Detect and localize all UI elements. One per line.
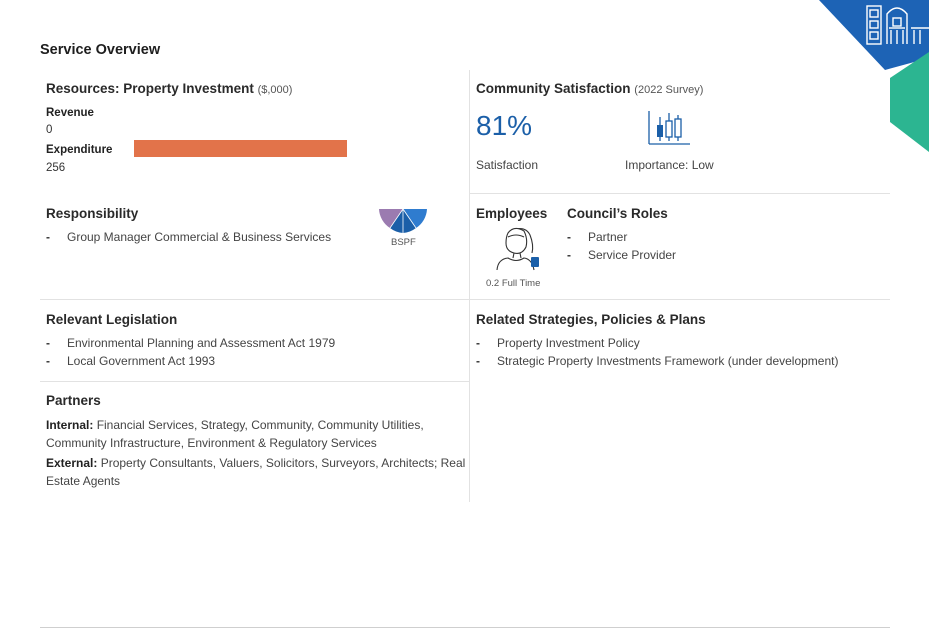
list-item: - Partner xyxy=(567,230,628,244)
strategies-list xyxy=(476,335,838,370)
external-label: External: xyxy=(46,456,98,470)
bspf-badge-icon xyxy=(378,207,428,233)
community-title-text: Community Satisfaction xyxy=(476,81,631,96)
roles-title: Council’s Roles xyxy=(567,206,668,221)
internal-text: Financial Services, Strategy, Community, Community Utilities, Community Infrastructure, Environment & Regulatory Services xyxy=(46,418,424,450)
list-item: - Property Investment Policy xyxy=(476,336,640,350)
page-title: Service Overview xyxy=(40,42,161,58)
community-subtitle: (2022 Survey) xyxy=(634,84,704,96)
row-divider xyxy=(469,193,890,194)
revenue-value: 0 xyxy=(46,124,53,136)
strategies-title: Related Strategies, Policies & Plans xyxy=(476,312,706,327)
expenditure-value: 256 xyxy=(46,162,66,174)
satisfaction-value: 81% xyxy=(476,110,533,141)
legislation-title: Relevant Legislation xyxy=(46,312,178,327)
footer-divider xyxy=(40,627,890,628)
satisfaction-label: Satisfaction xyxy=(476,158,539,172)
importance-chart-icon xyxy=(647,109,691,147)
revenue-label: Revenue xyxy=(46,107,94,119)
row-divider xyxy=(40,299,890,300)
row-divider xyxy=(40,381,469,382)
list-item: - Strategic Property Investments Framework (under development) xyxy=(476,353,839,368)
roles-list xyxy=(567,229,676,264)
responsibility-list xyxy=(46,229,331,247)
legislation-list xyxy=(46,335,335,370)
corner-decoration xyxy=(819,0,929,160)
employees-value: 0.2 Full Time xyxy=(486,278,541,289)
employee-person-icon xyxy=(494,225,542,271)
internal-label: Internal: xyxy=(46,418,94,432)
external-text: Property Consultants, Valuers, Solicitors, Surveyors, Architects; Real Estate Agents xyxy=(46,456,466,488)
community-title xyxy=(476,81,703,96)
bspf-label: BSPF xyxy=(391,237,416,248)
expenditure-label: Expenditure xyxy=(46,144,113,156)
partners-external xyxy=(46,455,471,490)
employees-title: Employees xyxy=(476,206,548,221)
list-item: - Local Government Act 1993 xyxy=(46,353,216,368)
list-item: - Environmental Planning and Assessment Act 1979 xyxy=(46,336,336,350)
responsibility-title: Responsibility xyxy=(46,206,139,221)
resources-title-text: Resources: Property Investment xyxy=(46,81,254,96)
resources-title xyxy=(46,81,292,96)
list-item: - Group Manager Commercial & Business Services xyxy=(46,230,332,244)
resources-unit: ($,000) xyxy=(257,84,293,96)
importance-label: Importance: Low xyxy=(625,158,714,172)
partners-internal xyxy=(46,417,471,452)
expenditure-bar xyxy=(134,140,347,157)
list-item: - Service Provider xyxy=(567,247,677,262)
partners-title: Partners xyxy=(46,393,101,408)
